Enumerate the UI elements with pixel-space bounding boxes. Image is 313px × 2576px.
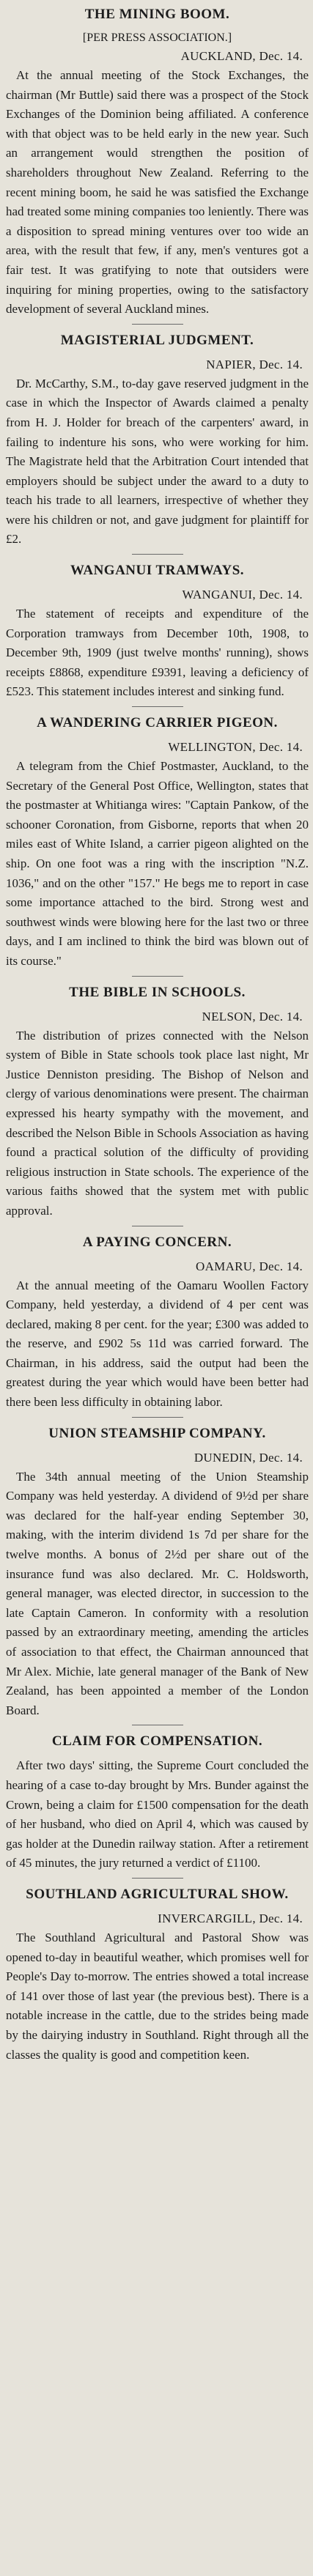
article-dateline: NELSON, Dec. 14. bbox=[202, 1009, 303, 1024]
article-claim-for-compensation bbox=[6, 1731, 309, 1873]
article-body: Dr. McCarthy, S.M., to-day gave reserved judgment in the case in which the Inspector of Awards claimed a penalty from H. J. Holder for breach of the carpenters' award, in failing to indenture his sons, who were working for him. The Magistrate held that the Arbitration Court intended that employers should be subject under the award to a duty to teach his trade to all learners, irrespective of whether they were his children or not, and gave judgment for plaintiff for £2. bbox=[6, 376, 309, 547]
article-dateline: INVERCARGILL, Dec. 14. bbox=[158, 1911, 303, 1925]
article-headline: THE BIBLE IN SCHOOLS. bbox=[69, 984, 246, 1000]
article-body: The distribution of prizes connected with the Nelson system of Bible in State schools took place last night, Mr Justice Denniston presiding. The Bishop of Nelson and clergy of various denominations were present. The chairman expressed his hearty sympathy with the movement, and described the Nelson Bible in Schools Association as having found a practical solution of the difficulty of providing religious instruction in State schools. The experience of the various faiths showed that the system met with public approval. bbox=[6, 1028, 309, 1218]
article-divider bbox=[132, 554, 183, 555]
article-carrier-pigeon bbox=[6, 713, 309, 971]
article-dateline: DUNEDIN, Dec. 14. bbox=[194, 1450, 303, 1465]
article-body: At the annual meeting of the Oamaru Woollen Factory Company, held yesterday, a dividend of 4 per cent was declared, making 8 per cent. for the year; £300 was added to the reserve, and £902 5s 11d was carried forward. The Chairman, in his address, said the output had been the greatest during the year which would have been better had there been less difficulty in obtaining labor. bbox=[6, 1278, 309, 1410]
article-body: At the annual meeting of the Stock Exchanges, the chairman (Mr Buttle) said there was a prospect of the Stock Exchanges of the Dominion being affiliated. A conference with that object was to be held early in the new year. Such an arrangement would strengthen the position of shareholders throughout New Zealand. Referring to the recent mining boom, he said he was satisfied the Exchange had treated some mining companies too leniently. There was a disposition to spread mining ventures over too wide an area, with the result that few, if any, men's ventures got a fair test. It was gratifying to note that outsiders were inquiring for mining properties, owing to the satisfactory development of several Auckland mines. bbox=[6, 68, 309, 317]
article-body: The 34th annual meeting of the Union Steamship Company was held yesterday. A dividend of 9½d per share was declared for the half-year ending September 30, making, with the interim dividend 1s 7d per share for the twelve months. A bonus of 2½d per share out of the insurance fund was also declared. Mr. C. Holdsworth, general manager, was elected director, in succession to the late Captain Cameron. In conformity with a resolution passed by an extraordinary meeting, amending the articles of association to that effect, the Chairman announced that Mr Alex. Michie, late general manager of the Bank of New Zealand, has been appointed a member of the London Board. bbox=[6, 1469, 309, 1717]
article-headline: A PAYING CONCERN. bbox=[82, 1234, 232, 1250]
article-dateline: AUCKLAND, Dec. 14. bbox=[180, 49, 303, 63]
article-mining-boom bbox=[6, 4, 309, 319]
article-divider bbox=[132, 324, 183, 325]
article-union-steamship bbox=[6, 1424, 309, 1721]
article-body: The statement of receipts and expenditure of the Corporation tramways from December 10th, 1908, to December 9th, 1909 (just twelve months' running), shows receipts £8868, expenditure £9391, leaving a deficiency of £523. This statement includes interest and sinking fund. bbox=[6, 607, 309, 699]
article-southland-show bbox=[6, 1884, 309, 2065]
article-dateline: WELLINGTON, Dec. 14. bbox=[168, 740, 303, 755]
article-dateline: NAPIER, Dec. 14. bbox=[206, 357, 303, 371]
article-divider bbox=[132, 706, 183, 707]
article-body: A telegram from the Chief Postmaster, Auckland, to the Secretary of the General Post Office, Wellington, states that the postmaster at Whitianga wires: "Captain Pankow, of the schooner Coronation, from Gisborne, reports that when 20 miles east of White Island, a carrier pigeon alighted on the ship. On one foot was a ring with the inscription "N.Z. 1036," and on the other "157." He begs me to report in case some importance attached to the bird. Strong west and southwest winds were blowing here for the last two or three days, and I am inclined to think the bird was blown out of its course." bbox=[6, 759, 309, 968]
article-magisterial-judgment bbox=[6, 330, 309, 549]
article-dateline: WANGANUI, Dec. 14. bbox=[182, 588, 303, 602]
article-wanganui-tramways bbox=[6, 560, 309, 702]
article-headline: CLAIM FOR COMPENSATION. bbox=[51, 1733, 263, 1750]
article-body: After two days' sitting, the Supreme Court concluded the hearing of a case to-day brought by Mrs. Bunder against the Crown, being a claim for £1500 compensation for the death of her husband, who died on April 4, which was caused by gas holder at the Dunedin railway station. After a retirement of 45 minutes, the jury returned a verdict of £1100. bbox=[6, 1758, 309, 1870]
article-headline: WANGANUI TRAMWAYS. bbox=[70, 563, 245, 579]
article-body: The Southland Agricultural and Pastoral Show was opened to-day in beautiful weather, which promises well for People's Day to-morrow. The entries showed a total increase of 141 over those of last year (the previous best). There is a notable increase in the cattle, due to the strides being made by the dairying industry in Southland. Right through all the classes the quality is good and competition keen. bbox=[6, 1930, 309, 2062]
article-headline: SOUTHLAND AGRICULTURAL SHOW. bbox=[26, 1886, 289, 1902]
article-headline: THE MINING BOOM. bbox=[84, 7, 230, 22]
article-dateline: OAMARU, Dec. 14. bbox=[196, 1259, 303, 1273]
article-headline: A WANDERING CARRIER PIGEON. bbox=[37, 715, 278, 731]
article-headline: MAGISTERIAL JUDGMENT. bbox=[60, 332, 254, 348]
article-divider bbox=[132, 1417, 183, 1418]
article-bible-in-schools bbox=[6, 982, 309, 1221]
article-headline: UNION STEAMSHIP COMPANY. bbox=[48, 1425, 266, 1441]
article-divider bbox=[132, 1878, 183, 1879]
article-divider bbox=[132, 976, 183, 977]
article-paying-concern bbox=[6, 1232, 309, 1413]
press-association-credit: [PER PRESS ASSOCIATION.] bbox=[82, 32, 232, 44]
